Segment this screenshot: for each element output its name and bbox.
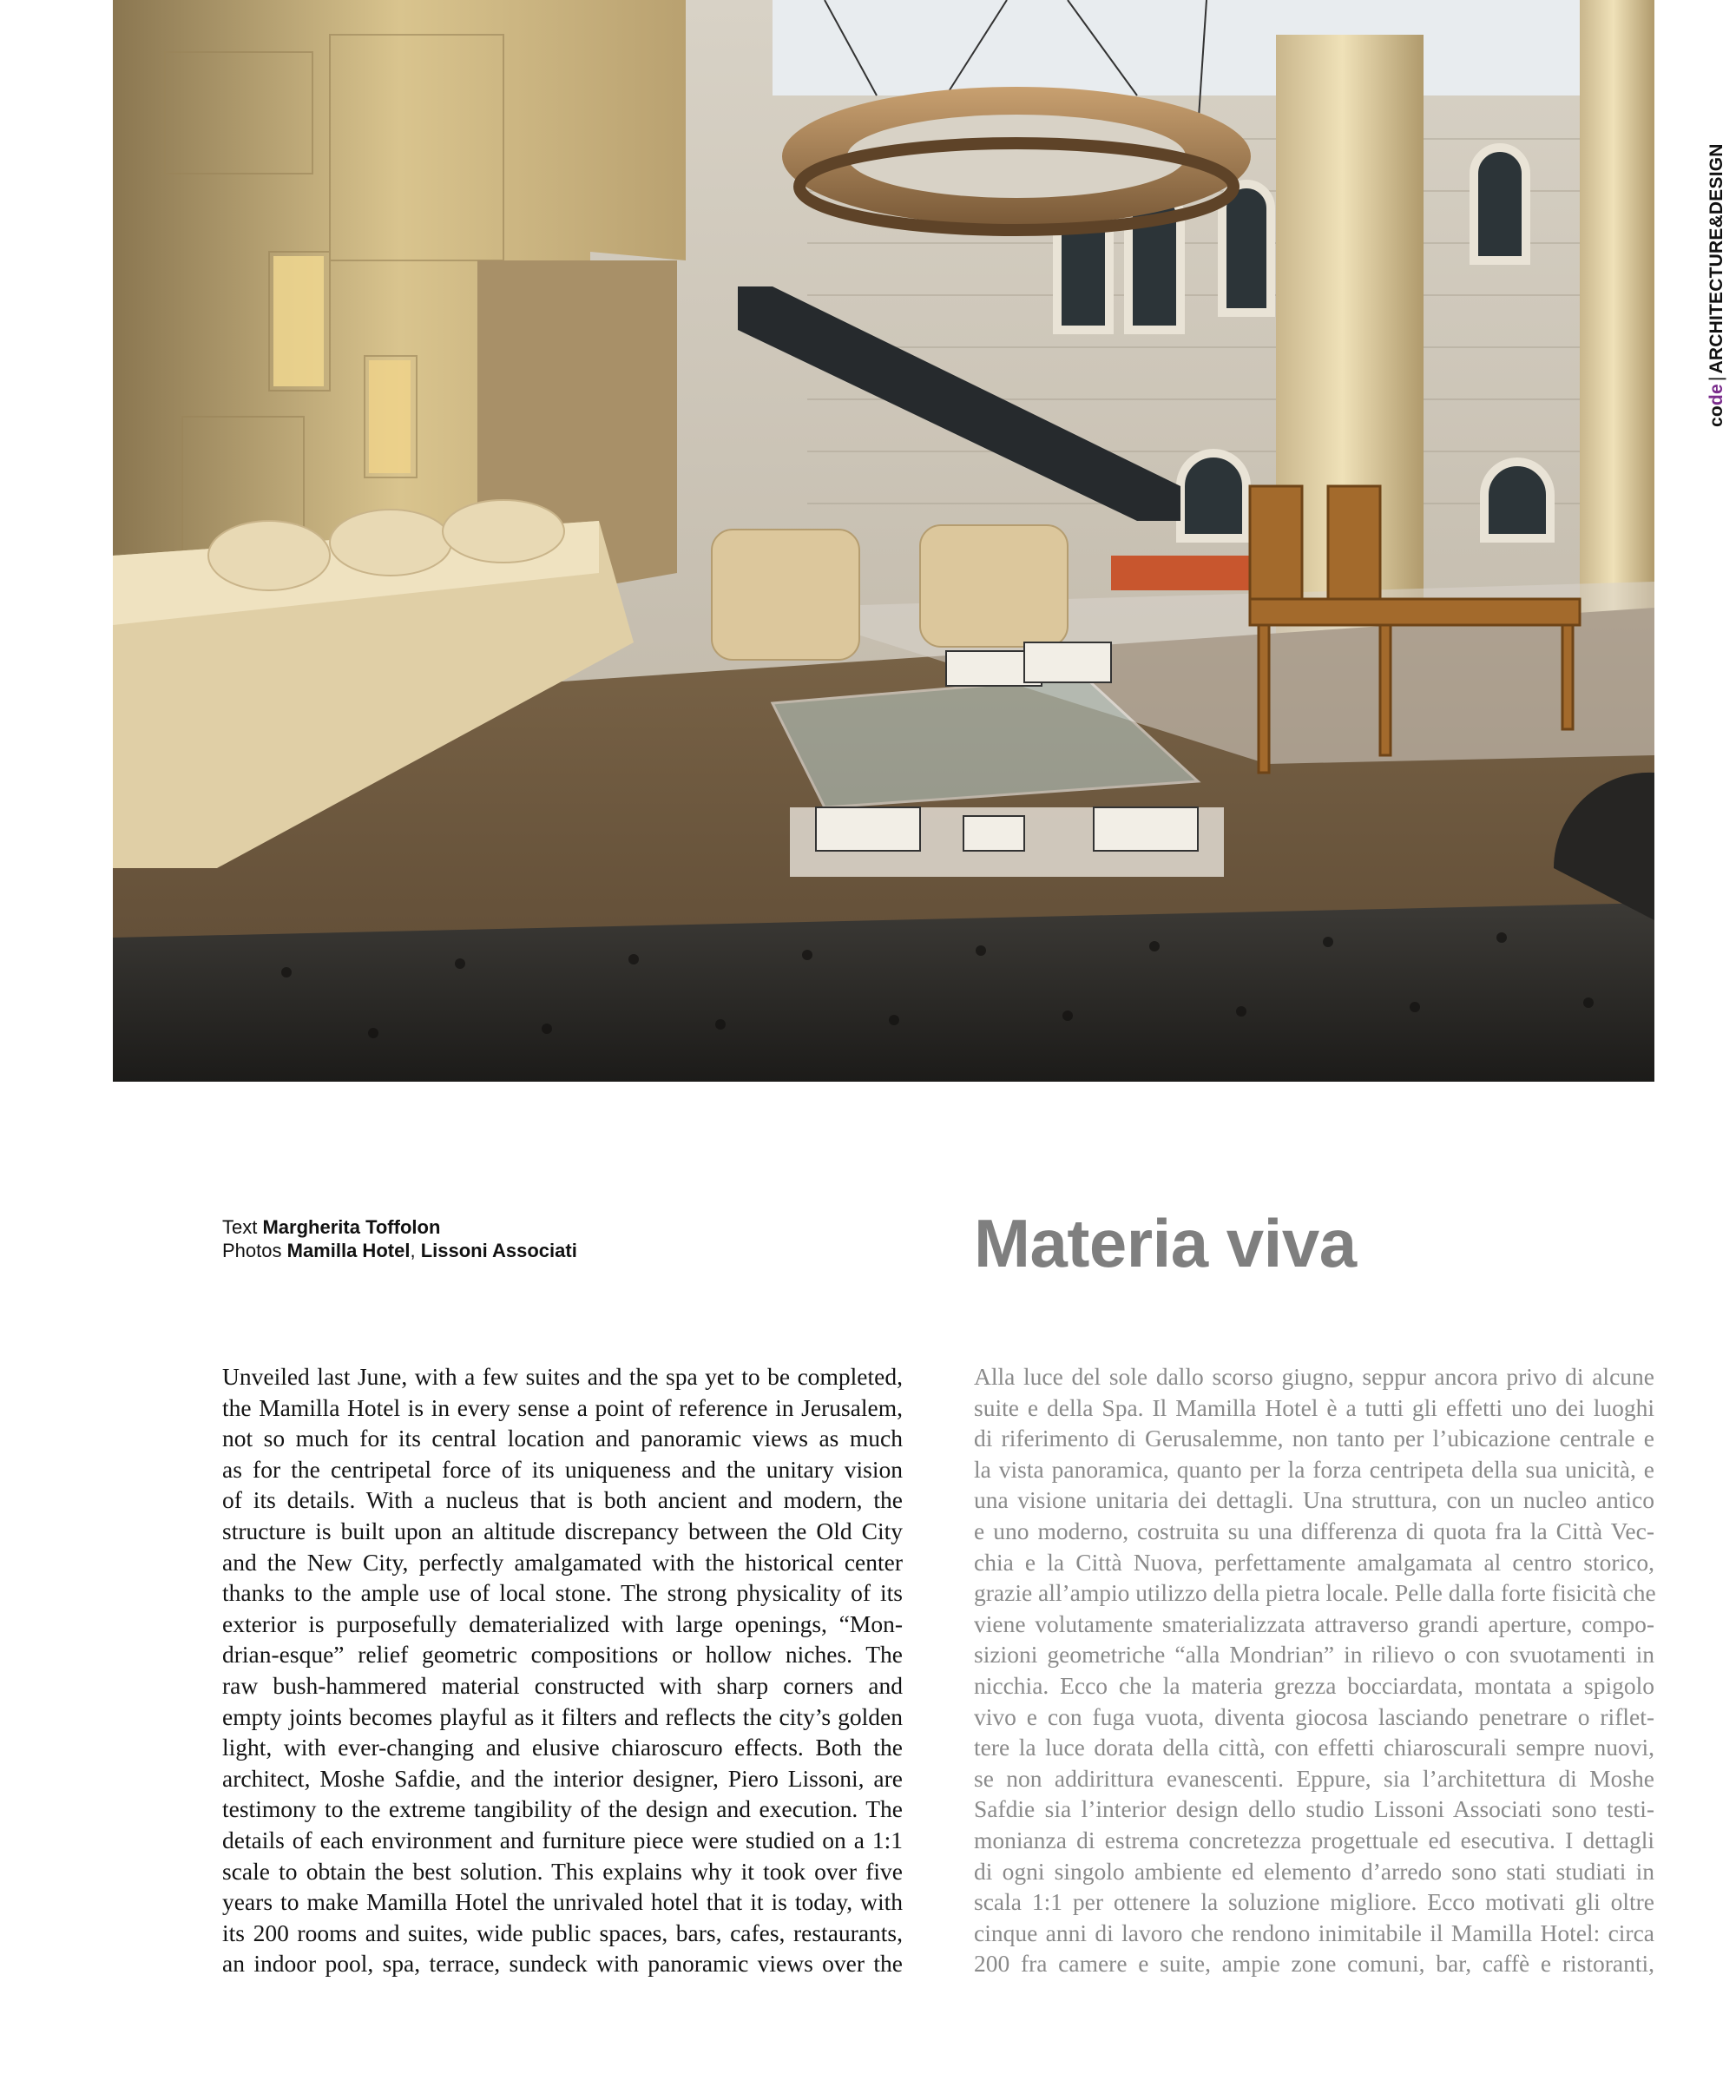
photos-credit — [222, 1239, 577, 1262]
italian-body-line: se non addirittura evanescenti. Eppure, sia l’architettura di Moshe — [974, 1764, 1654, 1792]
brand-logo-co: co — [1706, 405, 1726, 427]
italian-body-line: di ogni singolo ambiente ed elemento d’arredo sono stati studiati in — [974, 1857, 1654, 1885]
article-credits — [222, 1215, 577, 1262]
english-body-line: empty joints becomes playful as it filters and reflects the city’s golden — [222, 1702, 903, 1730]
italian-body-line: Safdie sia l’interior design dello studio Lissoni Associati sono testi- — [974, 1795, 1654, 1823]
hero-photo — [113, 0, 1654, 1082]
italian-body-line: sizioni geometriche “alla Mondrian” in rilievo o con svuotamenti in — [974, 1641, 1654, 1669]
photos-credit-2: Lissoni Associati — [420, 1240, 577, 1261]
italian-body-line: tere la luce dorata della città, con effetti chiaroscurali sempre nuovi, — [974, 1734, 1654, 1761]
photos-credit-label: Photos — [222, 1240, 282, 1261]
italian-body-text — [974, 1361, 1654, 1979]
english-body-line: raw bush-hammered material constructed with sharp corners and — [222, 1671, 903, 1699]
english-body-line: as for the centripetal force of its uniqueness and the unitary vision — [222, 1455, 903, 1483]
english-body-line: Unveiled last June, with a few suites and the spa yet to be completed, — [222, 1363, 903, 1390]
english-body-line: of its details. With a nucleus that is both ancient and modern, the — [222, 1486, 903, 1514]
italian-body-line: una visione unitaria dei dettagli. Una struttura, con un nucleo antico — [974, 1486, 1654, 1514]
section-separator: | — [1706, 376, 1726, 382]
english-body-line: and the New City, perfectly amalgamated with the historical center — [222, 1548, 903, 1576]
text-credit-author: Margherita Toffolon — [262, 1216, 441, 1238]
hotel-lobby-illustration — [113, 0, 1654, 1082]
italian-body-line: di riferimento di Gerusalemme, non tanto per l’ubicazione centrale e — [974, 1425, 1654, 1452]
english-body-line: not so much for its central location and panoramic views as much — [222, 1425, 903, 1452]
english-body-line: drian-esque” relief geometric compositions or hollow niches. The — [222, 1641, 903, 1669]
italian-body-line: chia e la Città Nuova, perfettamente amalgamata al centro storico, — [974, 1548, 1654, 1576]
article-title: Materia viva — [974, 1205, 1357, 1281]
english-body-line: architect, Moshe Safdie, and the interior designer, Piero Lissoni, are — [222, 1764, 903, 1792]
brand-logo-de: de — [1706, 384, 1726, 406]
english-body-line: its 200 rooms and suites, wide public spaces, bars, cafes, restaurants, — [222, 1919, 903, 1946]
italian-body-line: Alla luce del sole dallo scorso giugno, seppur ancora privo di alcune — [974, 1363, 1654, 1390]
text-credit-label: Text — [222, 1216, 258, 1238]
italian-body-line: monianza di estrema concretezza progettuale ed esecutiva. I dettagli — [974, 1826, 1654, 1853]
italian-body-line: suite e della Spa. Il Mamilla Hotel è a tutti gli effetti uno dei luoghi — [974, 1393, 1654, 1421]
photos-credit-1: Mamilla Hotel — [286, 1240, 411, 1261]
section-name: ARCHITECTURE&DESIGN — [1706, 143, 1726, 374]
english-body-line: scale to obtain the best solution. This explains why it took over five — [222, 1857, 903, 1885]
italian-body-line: grazie all’ampio utilizzo della pietra locale. Pelle dalla forte fisicità che — [974, 1579, 1656, 1607]
italian-body-line: 200 fra camere e suite, ampie zone comuni, bar, caffè e ristoranti, — [974, 1950, 1654, 1978]
italian-body-line: vivo e con fuga vuota, diventa giocosa lasciando penetrare o riflet- — [974, 1702, 1654, 1730]
section-label — [1706, 143, 1727, 427]
english-body-line: exterior is purposefully dematerialized with large openings, “Mon- — [222, 1610, 903, 1637]
italian-body-line: scala 1:1 per ottenere la soluzione migliore. Ecco motivati gli oltre — [974, 1888, 1654, 1916]
english-body-line: testimony to the extreme tangibility of the design and execution. The — [222, 1795, 903, 1823]
italian-body-line: cinque anni di lavoro che rendono inimitabile il Mamilla Hotel: circa — [974, 1919, 1654, 1946]
italian-body-line: la vista panoramica, quanto per la forza centripeta della sua unicità, e — [974, 1455, 1654, 1483]
english-body-text — [222, 1361, 903, 1979]
italian-body-line: nicchia. Ecco che la materia grezza bocciardata, montata a spigolo — [974, 1671, 1654, 1699]
english-body-line: an indoor pool, spa, terrace, sundeck with panoramic views over the — [222, 1950, 903, 1978]
english-body-line: years to make Mamilla Hotel the unrivaled hotel that it is today, with — [222, 1888, 903, 1916]
english-body-line: the Mamilla Hotel is in every sense a point of reference in Jerusalem, — [222, 1393, 903, 1421]
english-body-line: light, with ever-changing and elusive chiaroscuro effects. Both the — [222, 1734, 903, 1761]
english-body-line: thanks to the ample use of local stone. The strong physicality of its — [222, 1579, 903, 1607]
text-credit — [222, 1215, 577, 1239]
italian-body-line: viene volutamente smaterializzata attraverso grandi aperture, compo- — [974, 1610, 1654, 1637]
english-body-line: structure is built upon an altitude discrepancy between the Old City — [222, 1517, 903, 1544]
italian-body-line: e uno moderno, costruita su una differenza di quota fra la Città Vec- — [974, 1517, 1654, 1544]
photos-credit-separator: , — [410, 1240, 416, 1261]
english-body-line: details of each environment and furniture piece were studied on a 1:1 — [222, 1826, 903, 1853]
